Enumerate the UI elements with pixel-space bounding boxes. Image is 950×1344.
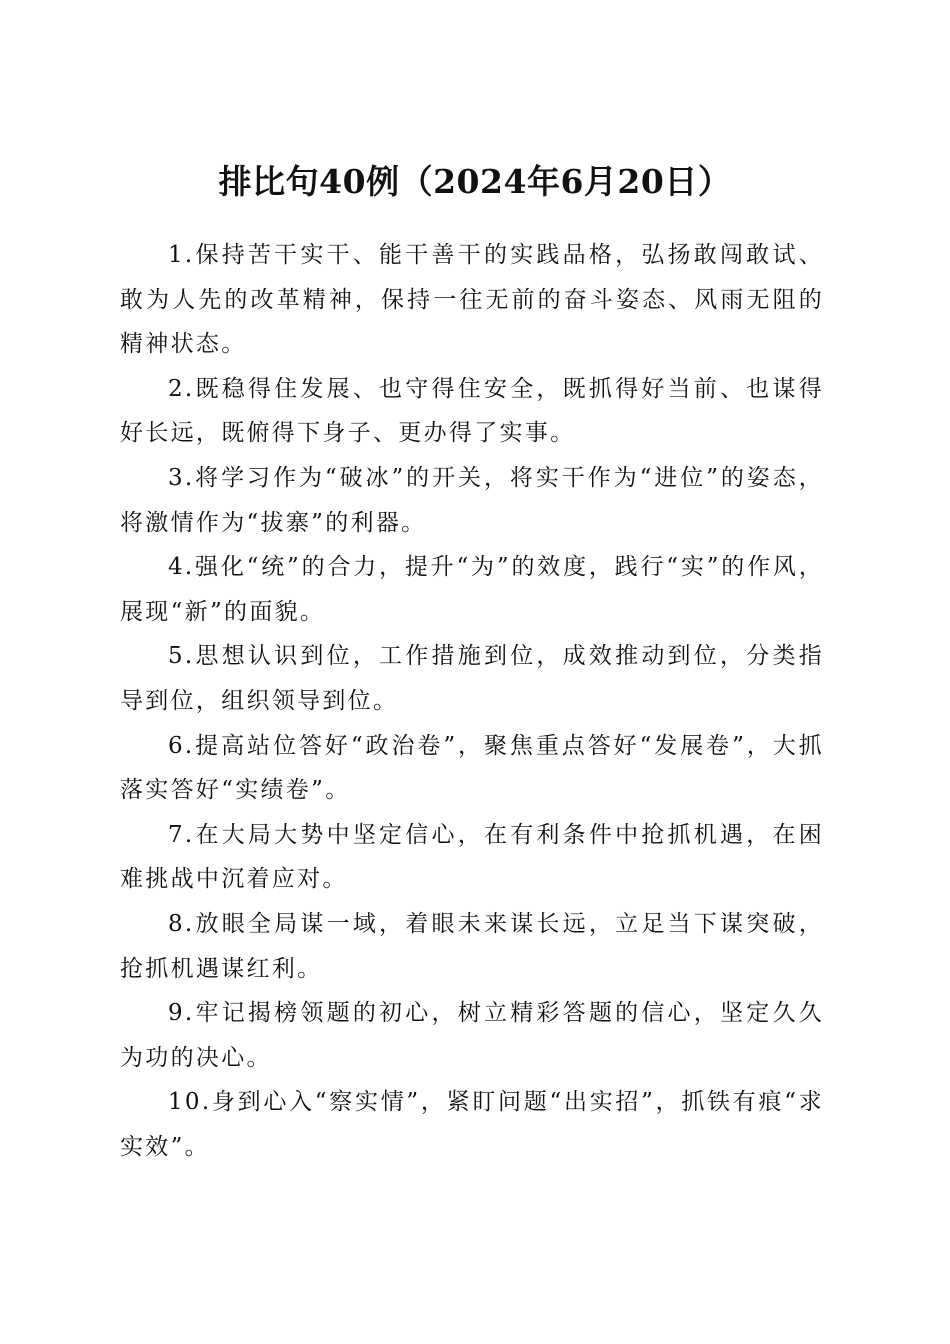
paragraph-1: 1.保持苦干实干、能干善干的实践品格，弘扬敢闯敢试、敢为人先的改革精神，保持一往无前的奋斗姿态、风雨无阻的精神状态。 [120, 242, 824, 358]
paragraph-3: 3.将学习作为“破冰”的开关，将实干作为“进位”的姿态，将激情作为“拔寨”的利器。 [120, 464, 824, 536]
paragraph-2: 2.既稳得住发展、也守得住安全，既抓得好当前、也谋得好长远，既俯得下身子、更办得了实事。 [120, 375, 824, 447]
document-body [120, 233, 824, 1169]
paragraph-9: 9.牢记揭榜领题的初心，树立精彩答题的信心，坚定久久为功的决心。 [120, 1000, 824, 1071]
paragraph-10: 10.身到心入“察实情”，紧盯问题“出实招”，抓铁有痕“求实效”。 [120, 1089, 824, 1160]
paragraph-6: 6.提高站位答好“政治卷”，聚焦重点答好“发展卷”，大抓落实答好“实绩卷”。 [120, 732, 824, 804]
paragraph-7: 7.在大局大势中坚定信心，在有利条件中抢抓机遇，在困难挑战中沉着应对。 [120, 821, 824, 893]
paragraph-4: 4.强化“统”的合力，提升“为”的效度，践行“实”的作风，展现“新”的面貌。 [120, 554, 824, 625]
paragraph-8: 8.放眼全局谋一域，着眼未来谋长远，立足当下谋突破，抢抓机遇谋红利。 [120, 910, 824, 982]
document-title: 排比句40例（2024年6月20日） [218, 162, 732, 202]
paragraph-5: 5.思想认识到位，工作措施到位，成效推动到位，分类指导到位，组织领导到位。 [120, 643, 824, 714]
